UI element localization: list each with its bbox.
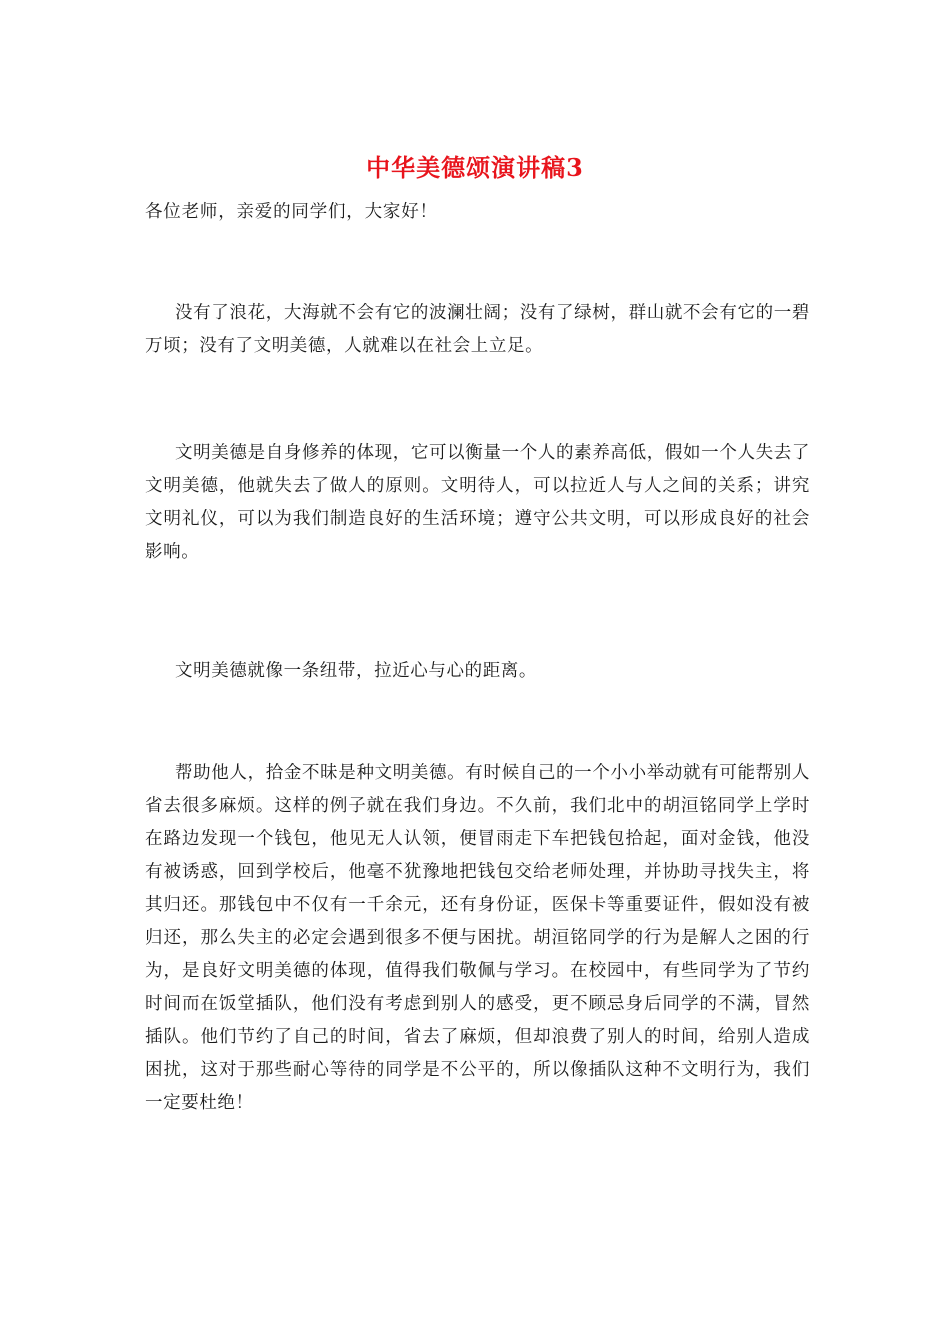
greeting-line: 各位老师，亲爱的同学们，大家好！: [145, 202, 438, 222]
page-title: 中华美德颂演讲稿3: [366, 153, 584, 182]
paragraph-4: 帮助他人，拾金不昧是种文明美德。有时候自己的一个小小举动就有可能帮别人省去很多麻烦。这样的例子就在我们身边。不久前，我们北中的胡洹铭同学上学时在路边发现一个钱包，他见无人认领，便冒雨走下车把钱包拾起，面对金钱，他没有被诱惑，回到学校后，他毫不犹豫地把钱包交给老师处理，并协助寻找失主，将其归还。那钱包中不仅有一千余元，还有身份证，医保卡等重要证件，假如没有被归还，那么失主的必定会遇到很多不便与困扰。胡洹铭同学的行为是解人之困的行为，是良好文明美德的体现，值得我们敬佩与学习。在校园中，有些同学为了节约时间而在饭堂插队，他们没有考虑到别人的感受，更不顾忌身后同学的不满，冒然插队。他们节约了自己的时间，省去了麻烦，但却浪费了别人的时间，给别人造成困扰，这对于那些耐心等待的同学是不公平的，所以像插队这种不文明行为，我们一定要杜绝！: [145, 763, 810, 1113]
paragraph-1: 没有了浪花，大海就不会有它的波澜壮阔；没有了绿树，群山就不会有它的一碧万顷；没有了文明美德，人就难以在社会上立足。: [145, 303, 810, 356]
paragraph-3: 文明美德就像一条纽带，拉近心与心的距离。: [175, 661, 537, 681]
paragraph-2: 文明美德是自身修养的体现，它可以衡量一个人的素养高低，假如一个人失去了文明美德，他就失去了做人的原则。文明待人，可以拉近人与人之间的关系；讲究文明礼仪，可以为我们制造良好的生活环境；遵守公共文明，可以形成良好的社会影响。: [145, 443, 810, 562]
